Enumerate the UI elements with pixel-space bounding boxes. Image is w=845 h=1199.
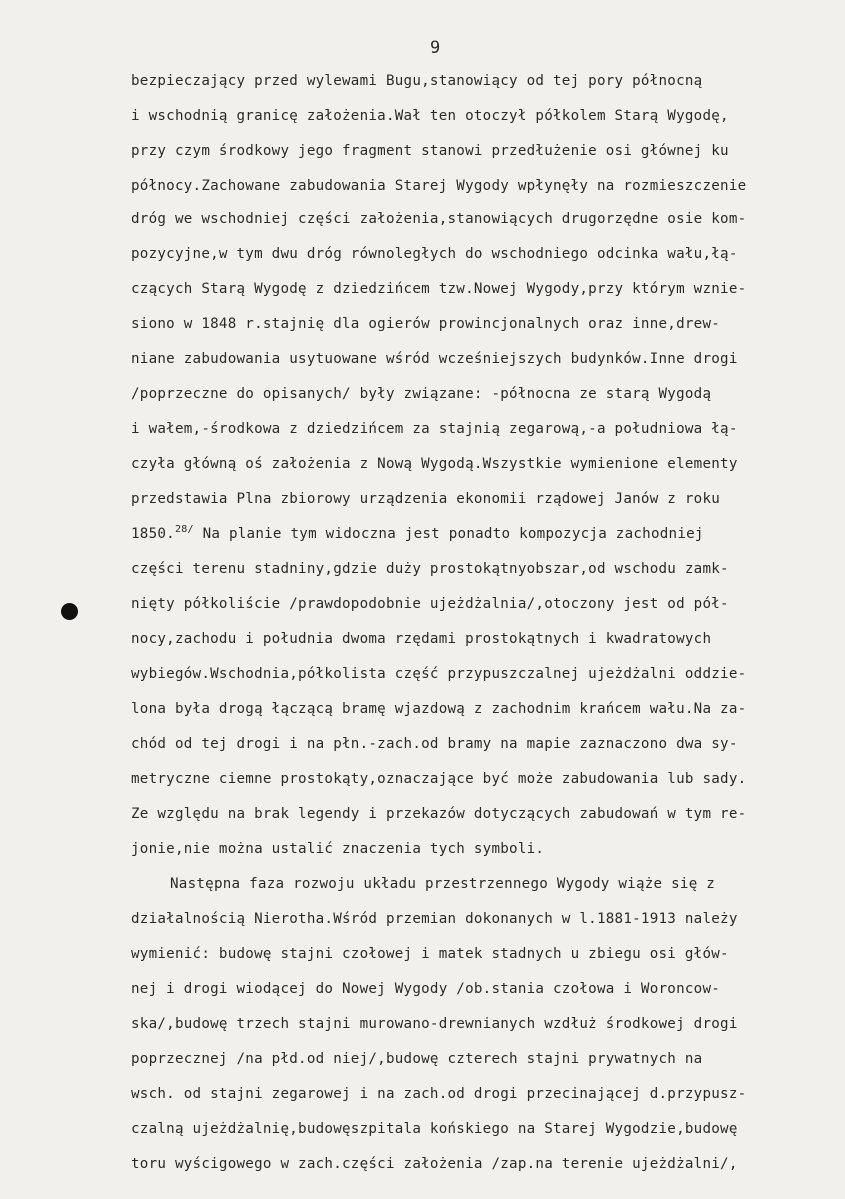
text-line-30: wsch. od stajni zegarowej i na zach.od drogi przecinającej d.przypusz- — [131, 1086, 747, 1102]
text-line-25: działalnością Nierotha.Wśród przemian dokonanych w l.1881-1913 należy — [131, 911, 738, 927]
text-line-19: lona była drogą łączącą bramę wjazdową z zachodnim krańcem wału.Na za- — [131, 701, 747, 717]
text-line-9: niane zabudowania usytuowane wśród wcześniejszych budynków.Inne drogi — [131, 351, 738, 367]
page-number: 9 — [430, 38, 441, 58]
text-line-3: przy czym środkowy jego fragment stanowi przedłużenie osi głównej ku — [131, 143, 729, 159]
text-line-21: metryczne ciemne prostokąty,oznaczające być może zabudowania lub sady. — [131, 771, 747, 787]
text-line-7: czących Starą Wygodę z dziedzińcem tzw.Nowej Wygody,przy którym wznie- — [131, 281, 747, 297]
text-line-22: Ze względu na brak legendy i przekazów dotyczących zabudowań w tym re- — [131, 806, 747, 822]
text-line-5: dróg we wschodniej części założenia,stanowiących drugorzędne osie kom- — [131, 211, 747, 227]
text-line-32: toru wyścigowego w zach.części założenia /zap.na terenie ujeżdżalni/, — [131, 1156, 738, 1172]
text-line-29: poprzecznej /na płd.od niej/,budowę czterech stajni prywatnych na — [131, 1051, 703, 1067]
text-line-17: nocy,zachodu i południa dwoma rzędami prostokątnych i kwadratowych — [131, 631, 712, 647]
punch-hole — [61, 603, 78, 620]
text-line-23: jonie,nie można ustalić znaczenia tych symboli. — [131, 841, 545, 857]
text-line-13: przedstawia Plna zbiorowy urządzenia ekonomii rządowej Janów z roku — [131, 491, 721, 507]
text-line-1: bezpieczający przed wylewami Bugu,stanowiący od tej pory północną — [131, 73, 703, 89]
text-line-6: pozycyjne,w tym dwu dróg równoległych do wschodniego odcinka wału,łą- — [131, 246, 738, 262]
text-line-12: czyła główną oś założenia z Nową Wygodą.Wszystkie wymienione elementy — [131, 456, 738, 472]
text-line-28: ska/,budowę trzech stajni murowano-drewnianych wzdłuż środkowej drogi — [131, 1016, 738, 1032]
text-line-4: północy.Zachowane zabudowania Starej Wygody wpłynęły na rozmieszczenie — [131, 178, 747, 194]
text-line-20: chód od tej drogi i na płn.-zach.od bramy na mapie zaznaczono dwa sy- — [131, 736, 738, 752]
text-line-26: wymienić: budowę stajni czołowej i matek stadnych u zbiegu osi głów- — [131, 946, 729, 962]
text-line-18: wybiegów.Wschodnia,półkolista część przypuszczalnej ujeżdżalni oddzie- — [131, 666, 747, 682]
line-14-rest: Na planie tym widoczna jest ponadto kompozycja zachodniej — [193, 526, 704, 542]
text-line-8: siono w 1848 r.stajnię dla ogierów prowincjonalnych oraz inne,drew- — [131, 316, 721, 332]
text-line-16: nięty półkoliście /prawdopodobnie ujeżdżalnia/,otoczony jest od pół- — [131, 596, 729, 612]
year-text: 1850. — [131, 526, 175, 542]
text-line-31: czalną ujeżdżalnię,budowęszpitala końskiego na Starej Wygodzie,budowę — [131, 1121, 738, 1137]
text-line-15: części terenu stadniny,gdzie duży prostokątnyobszar,od wschodu zamk- — [131, 561, 729, 577]
text-line-10: /poprzeczne do opisanych/ były związane: -północna ze starą Wygodą — [131, 386, 712, 402]
text-line-11: i wałem,-środkowa z dziedzińcem za stajnią zegarową,-a południowa łą- — [131, 421, 738, 437]
footnote-ref: 28/ — [174, 524, 194, 535]
text-line-2: i wschodnią granicę założenia.Wał ten otoczył półkolem Starą Wygodę, — [131, 108, 729, 124]
text-line-24: Następna faza rozwoju układu przestrzennego Wygody wiąże się z — [170, 876, 716, 892]
text-line-14 — [131, 525, 704, 543]
text-line-27: nej i drogi wiodącej do Nowej Wygody /ob.stania czołowa i Woroncow- — [131, 981, 721, 997]
